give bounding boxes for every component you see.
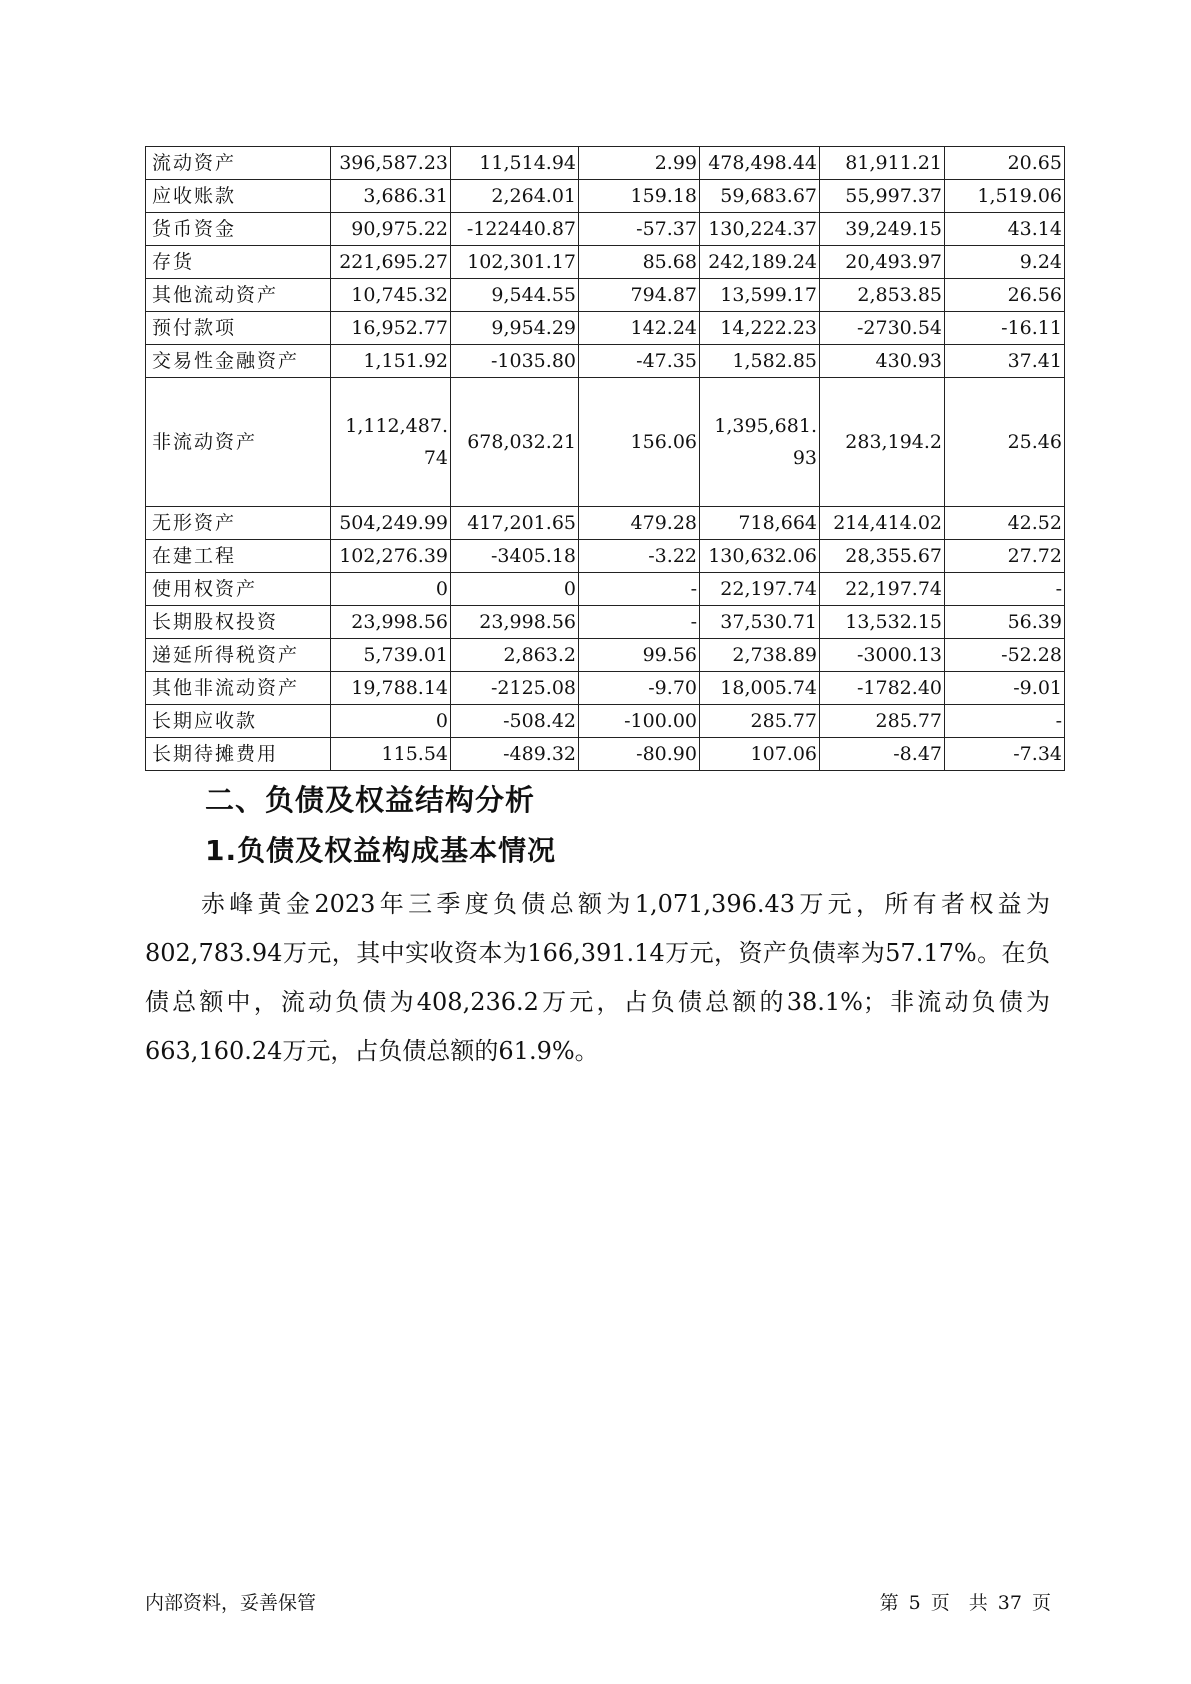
table-cell-col2: -508.42 — [451, 705, 579, 738]
table-cell-col5: 283,194.2 — [820, 378, 945, 507]
table-cell-col6: -9.01 — [945, 672, 1065, 705]
table-cell-col5: -2730.54 — [820, 312, 945, 345]
table-row — [146, 573, 1065, 606]
table-cell-col6: 1,519.06 — [945, 180, 1065, 213]
table-cell-col5: 22,197.74 — [820, 573, 945, 606]
row-label: 非流动资产 — [146, 378, 331, 507]
table-cell-col4: 1,395,681.93 — [700, 378, 820, 507]
table-row — [146, 180, 1065, 213]
table-cell-col4: 59,683.67 — [700, 180, 820, 213]
table-cell-col2: 2,264.01 — [451, 180, 579, 213]
row-label: 预付款项 — [146, 312, 331, 345]
table-cell-col4: 2,738.89 — [700, 639, 820, 672]
table-cell-col3: 99.56 — [579, 639, 700, 672]
row-label: 使用权资产 — [146, 573, 331, 606]
table-cell-col1: 23,998.56 — [331, 606, 451, 639]
table-cell-col4: 14,222.23 — [700, 312, 820, 345]
table-cell-col5: -8.47 — [820, 738, 945, 771]
table-cell-col3: - — [579, 573, 700, 606]
table-cell-col6: 37.41 — [945, 345, 1065, 378]
table-cell-col2: 11,514.94 — [451, 147, 579, 180]
table-cell-col6: 43.14 — [945, 213, 1065, 246]
table-cell-col1: 504,249.99 — [331, 507, 451, 540]
table-cell-col2: -489.32 — [451, 738, 579, 771]
table-cell-col5: 39,249.15 — [820, 213, 945, 246]
row-label: 应收账款 — [146, 180, 331, 213]
table-cell-col6: -16.11 — [945, 312, 1065, 345]
row-label: 长期股权投资 — [146, 606, 331, 639]
table-cell-col3: 159.18 — [579, 180, 700, 213]
table-cell-col2: 9,954.29 — [451, 312, 579, 345]
table-cell-col1: 0 — [331, 705, 451, 738]
table-cell-col4: 242,189.24 — [700, 246, 820, 279]
table-row — [146, 606, 1065, 639]
table-cell-col1: 0 — [331, 573, 451, 606]
table-cell-col2: -3405.18 — [451, 540, 579, 573]
table-cell-col4: 18,005.74 — [700, 672, 820, 705]
table-row — [146, 279, 1065, 312]
table-cell-col1: 19,788.14 — [331, 672, 451, 705]
row-label: 存货 — [146, 246, 331, 279]
table-row — [146, 738, 1065, 771]
table-cell-col5: 55,997.37 — [820, 180, 945, 213]
row-label: 流动资产 — [146, 147, 331, 180]
table-cell-col2: 9,544.55 — [451, 279, 579, 312]
table-cell-col1: 102,276.39 — [331, 540, 451, 573]
table-cell-col2: 2,863.2 — [451, 639, 579, 672]
table-cell-col4: 37,530.71 — [700, 606, 820, 639]
row-label: 交易性金融资产 — [146, 345, 331, 378]
table-cell-col6: 9.24 — [945, 246, 1065, 279]
table-cell-col1: 396,587.23 — [331, 147, 451, 180]
table-cell-col6: 20.65 — [945, 147, 1065, 180]
row-label: 货币资金 — [146, 213, 331, 246]
section-heading: 二、负债及权益结构分析 — [205, 783, 536, 817]
table-cell-col3: 479.28 — [579, 507, 700, 540]
table-cell-col6: 25.46 — [945, 378, 1065, 507]
table-cell-col3: 85.68 — [579, 246, 700, 279]
table-cell-col2: 417,201.65 — [451, 507, 579, 540]
footer-page-number: 第 5 页 共 37 页 — [879, 1592, 1051, 1614]
table-cell-col3: 2.99 — [579, 147, 700, 180]
table-row — [146, 246, 1065, 279]
body-paragraph: 赤峰黄金2023年三季度负债总额为1,071,396.43万元，所有者权益为802,783.94万元，其中实收资本为166,391.14万元，资产负债率为57.17%。在负债总额中，流动负债为408,236.2万元，占负债总额的38.1%；非流动负债为663,160.24万元，占负债总额的61.9%。 — [145, 890, 1050, 1065]
row-label: 其他流动资产 — [146, 279, 331, 312]
row-label: 长期应收款 — [146, 705, 331, 738]
row-label: 递延所得税资产 — [146, 639, 331, 672]
table-cell-col3: 142.24 — [579, 312, 700, 345]
table-cell-col5: 214,414.02 — [820, 507, 945, 540]
table-row — [146, 705, 1065, 738]
table-cell-col3: - — [579, 606, 700, 639]
row-label: 在建工程 — [146, 540, 331, 573]
table-cell-col6: 26.56 — [945, 279, 1065, 312]
table-row — [146, 147, 1065, 180]
table-cell-col2: 102,301.17 — [451, 246, 579, 279]
table-cell-col5: -1782.40 — [820, 672, 945, 705]
table-cell-col2: 678,032.21 — [451, 378, 579, 507]
subsection-heading: 1.负债及权益构成基本情况 — [205, 834, 557, 867]
table-cell-col1: 115.54 — [331, 738, 451, 771]
table-cell-col4: 1,582.85 — [700, 345, 820, 378]
table-cell-col6: 42.52 — [945, 507, 1065, 540]
table-cell-col1: 5,739.01 — [331, 639, 451, 672]
table-cell-col2: -2125.08 — [451, 672, 579, 705]
table-cell-col5: -3000.13 — [820, 639, 945, 672]
table-cell-col6: 56.39 — [945, 606, 1065, 639]
table-cell-col4: 130,224.37 — [700, 213, 820, 246]
table-cell-col3: -3.22 — [579, 540, 700, 573]
table-cell-col4: 130,632.06 — [700, 540, 820, 573]
table-cell-col5: 13,532.15 — [820, 606, 945, 639]
footer-confidential-note: 内部资料，妥善保管 — [145, 1592, 317, 1614]
table-cell-col5: 430.93 — [820, 345, 945, 378]
table-row — [146, 345, 1065, 378]
table-cell-col4: 13,599.17 — [700, 279, 820, 312]
table-cell-col3: -80.90 — [579, 738, 700, 771]
table-body — [146, 147, 1065, 771]
table-row — [146, 312, 1065, 345]
table-cell-col4: 478,498.44 — [700, 147, 820, 180]
table-cell-col2: -122440.87 — [451, 213, 579, 246]
table-row — [146, 672, 1065, 705]
table-cell-col1: 1,151.92 — [331, 345, 451, 378]
table-cell-col2: 0 — [451, 573, 579, 606]
table-cell-col4: 285.77 — [700, 705, 820, 738]
table-cell-col5: 2,853.85 — [820, 279, 945, 312]
table-row — [146, 507, 1065, 540]
table-cell-col1: 221,695.27 — [331, 246, 451, 279]
table-row — [146, 213, 1065, 246]
table-cell-col6: - — [945, 573, 1065, 606]
table-cell-col3: -9.70 — [579, 672, 700, 705]
table-cell-col6: - — [945, 705, 1065, 738]
table-cell-col1: 10,745.32 — [331, 279, 451, 312]
table-row — [146, 639, 1065, 672]
row-label: 其他非流动资产 — [146, 672, 331, 705]
table-cell-col3: -57.37 — [579, 213, 700, 246]
table-cell-col1: 3,686.31 — [331, 180, 451, 213]
table-cell-col1: 16,952.77 — [331, 312, 451, 345]
table-cell-col3: 794.87 — [579, 279, 700, 312]
table-cell-col4: 107.06 — [700, 738, 820, 771]
row-label: 无形资产 — [146, 507, 331, 540]
row-label: 长期待摊费用 — [146, 738, 331, 771]
table-cell-col1: 1,112,487.74 — [331, 378, 451, 507]
table-cell-col3: 156.06 — [579, 378, 700, 507]
table-cell-col5: 28,355.67 — [820, 540, 945, 573]
table-cell-col4: 718,664 — [700, 507, 820, 540]
table-cell-col2: -1035.80 — [451, 345, 579, 378]
table-cell-col5: 20,493.97 — [820, 246, 945, 279]
table-cell-col2: 23,998.56 — [451, 606, 579, 639]
table-cell-col6: 27.72 — [945, 540, 1065, 573]
table-cell-col6: -7.34 — [945, 738, 1065, 771]
table-cell-col5: 81,911.21 — [820, 147, 945, 180]
asset-structure-table — [145, 146, 1065, 771]
table-cell-col1: 90,975.22 — [331, 213, 451, 246]
table-cell-col4: 22,197.74 — [700, 573, 820, 606]
table-cell-col3: -47.35 — [579, 345, 700, 378]
table-row — [146, 540, 1065, 573]
table-cell-col3: -100.00 — [579, 705, 700, 738]
table-row — [146, 378, 1065, 507]
table-cell-col5: 285.77 — [820, 705, 945, 738]
table-cell-col6: -52.28 — [945, 639, 1065, 672]
